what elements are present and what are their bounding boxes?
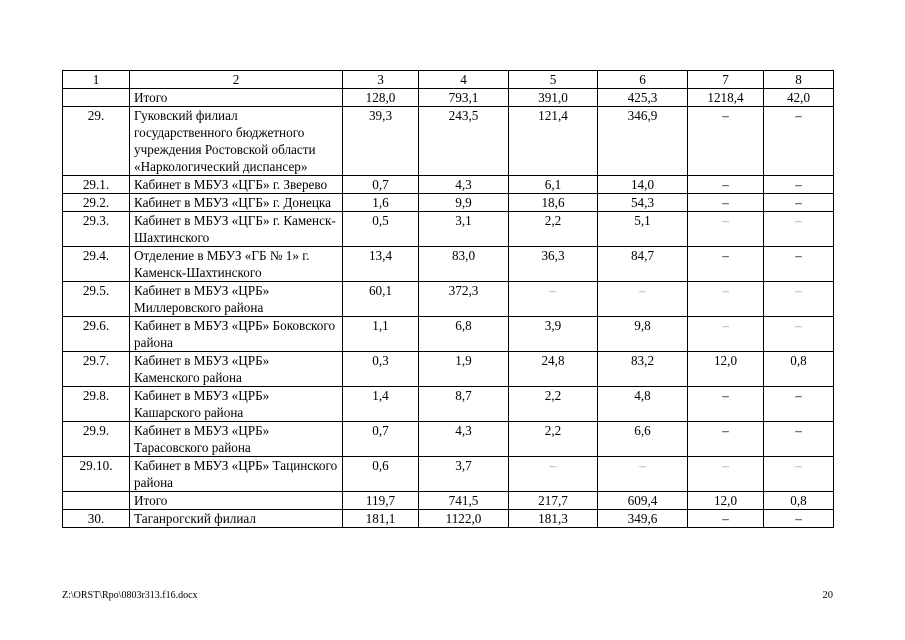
value-cell: – xyxy=(764,387,834,422)
value-cell: 1,4 xyxy=(343,387,419,422)
row-name-cell: Таганрогский филиал xyxy=(130,510,343,528)
value-cell: – xyxy=(764,212,834,247)
row-name-cell: Кабинет в МБУЗ «ЦРБ» Миллеровского района xyxy=(130,282,343,317)
value-cell: – xyxy=(688,317,764,352)
row-name-cell: Итого xyxy=(130,89,343,107)
value-cell: 4,3 xyxy=(419,176,509,194)
value-cell: – xyxy=(688,194,764,212)
value-cell: 1,9 xyxy=(419,352,509,387)
value-cell: – xyxy=(764,422,834,457)
row-name-cell: Кабинет в МБУЗ «ЦРБ» Кашарского района xyxy=(130,387,343,422)
value-cell: 2,2 xyxy=(509,387,598,422)
row-name-cell: Кабинет в МБУЗ «ЦРБ» Тацинского района xyxy=(130,457,343,492)
row-name-cell: Кабинет в МБУЗ «ЦГБ» г. Зверево xyxy=(130,176,343,194)
table-row xyxy=(63,212,834,247)
row-number-cell: 29.8. xyxy=(63,387,130,422)
row-number-cell: 29. xyxy=(63,107,130,176)
value-cell: 14,0 xyxy=(598,176,688,194)
column-header: 7 xyxy=(688,71,764,89)
table-row xyxy=(63,510,834,528)
row-name-cell: Кабинет в МБУЗ «ЦРБ» Тарасовского района xyxy=(130,422,343,457)
value-cell: 83,2 xyxy=(598,352,688,387)
value-cell: 24,8 xyxy=(509,352,598,387)
value-cell: 119,7 xyxy=(343,492,419,510)
value-cell: 3,1 xyxy=(419,212,509,247)
value-cell: 793,1 xyxy=(419,89,509,107)
value-cell: – xyxy=(764,176,834,194)
data-table xyxy=(62,70,834,528)
row-name-cell: Кабинет в МБУЗ «ЦГБ» г. Каменск-Шахтинского xyxy=(130,212,343,247)
value-cell: 2,2 xyxy=(509,212,598,247)
value-cell: 36,3 xyxy=(509,247,598,282)
row-number-cell xyxy=(63,89,130,107)
value-cell: – xyxy=(764,282,834,317)
value-cell: 84,7 xyxy=(598,247,688,282)
row-number-cell: 29.1. xyxy=(63,176,130,194)
value-cell: 346,9 xyxy=(598,107,688,176)
column-header: 4 xyxy=(419,71,509,89)
value-cell: 83,0 xyxy=(419,247,509,282)
table-row xyxy=(63,89,834,107)
column-header: 3 xyxy=(343,71,419,89)
value-cell: – xyxy=(764,317,834,352)
column-header: 2 xyxy=(130,71,343,89)
value-cell: 0,8 xyxy=(764,492,834,510)
table-row xyxy=(63,176,834,194)
value-cell: 39,3 xyxy=(343,107,419,176)
row-number-cell: 30. xyxy=(63,510,130,528)
value-cell: – xyxy=(764,510,834,528)
column-header: 5 xyxy=(509,71,598,89)
value-cell: 6,6 xyxy=(598,422,688,457)
value-cell: 3,9 xyxy=(509,317,598,352)
row-number-cell: 29.2. xyxy=(63,194,130,212)
value-cell: 181,3 xyxy=(509,510,598,528)
value-cell: 1122,0 xyxy=(419,510,509,528)
table-row xyxy=(63,457,834,492)
value-cell: – xyxy=(688,282,764,317)
table-row xyxy=(63,107,834,176)
value-cell: 9,9 xyxy=(419,194,509,212)
value-cell: 0,5 xyxy=(343,212,419,247)
value-cell: 0,7 xyxy=(343,422,419,457)
value-cell: 5,1 xyxy=(598,212,688,247)
value-cell: – xyxy=(688,176,764,194)
value-cell: 4,3 xyxy=(419,422,509,457)
row-name-cell: Кабинет в МБУЗ «ЦРБ» Боковского района xyxy=(130,317,343,352)
table-row xyxy=(63,422,834,457)
value-cell: – xyxy=(764,247,834,282)
value-cell: – xyxy=(688,107,764,176)
row-name-cell: Итого xyxy=(130,492,343,510)
value-cell: – xyxy=(688,510,764,528)
row-number-cell: 29.4. xyxy=(63,247,130,282)
row-name-cell: Отделение в МБУЗ «ГБ № 1» г. Каменск-Шахтинского xyxy=(130,247,343,282)
value-cell: 12,0 xyxy=(688,492,764,510)
value-cell: 3,7 xyxy=(419,457,509,492)
value-cell: 741,5 xyxy=(419,492,509,510)
value-cell: 128,0 xyxy=(343,89,419,107)
table-row xyxy=(63,194,834,212)
value-cell: 0,7 xyxy=(343,176,419,194)
value-cell: 18,6 xyxy=(509,194,598,212)
row-name-cell: Кабинет в МБУЗ «ЦГБ» г. Донецка xyxy=(130,194,343,212)
column-header: 1 xyxy=(63,71,130,89)
table-row xyxy=(63,387,834,422)
value-cell: 1218,4 xyxy=(688,89,764,107)
row-name-cell: Кабинет в МБУЗ «ЦРБ» Каменского района xyxy=(130,352,343,387)
value-cell: – xyxy=(764,107,834,176)
column-header: 6 xyxy=(598,71,688,89)
value-cell: 391,0 xyxy=(509,89,598,107)
value-cell: 6,1 xyxy=(509,176,598,194)
table-row xyxy=(63,492,834,510)
value-cell: 8,7 xyxy=(419,387,509,422)
value-cell: 349,6 xyxy=(598,510,688,528)
value-cell: 4,8 xyxy=(598,387,688,422)
value-cell: 1,1 xyxy=(343,317,419,352)
value-cell: – xyxy=(509,457,598,492)
value-cell: 60,1 xyxy=(343,282,419,317)
value-cell: 121,4 xyxy=(509,107,598,176)
table-header-row xyxy=(63,71,834,89)
value-cell: 425,3 xyxy=(598,89,688,107)
value-cell: 243,5 xyxy=(419,107,509,176)
value-cell: – xyxy=(764,457,834,492)
value-cell: 1,6 xyxy=(343,194,419,212)
value-cell: 372,3 xyxy=(419,282,509,317)
row-number-cell xyxy=(63,492,130,510)
value-cell: – xyxy=(688,457,764,492)
value-cell: – xyxy=(764,194,834,212)
row-name-cell: Гуковский филиал государственного бюджетного учреждения Ростовской области «Наркологический диспансер» xyxy=(130,107,343,176)
value-cell: 12,0 xyxy=(688,352,764,387)
footer-page-number: 20 xyxy=(822,590,833,601)
value-cell: 54,3 xyxy=(598,194,688,212)
row-number-cell: 29.9. xyxy=(63,422,130,457)
value-cell: 6,8 xyxy=(419,317,509,352)
row-number-cell: 29.6. xyxy=(63,317,130,352)
table-row xyxy=(63,247,834,282)
value-cell: 0,6 xyxy=(343,457,419,492)
value-cell: 13,4 xyxy=(343,247,419,282)
value-cell: 0,3 xyxy=(343,352,419,387)
table-row xyxy=(63,317,834,352)
value-cell: – xyxy=(688,387,764,422)
value-cell: – xyxy=(688,212,764,247)
value-cell: 181,1 xyxy=(343,510,419,528)
table-row xyxy=(63,282,834,317)
row-number-cell: 29.7. xyxy=(63,352,130,387)
table-body xyxy=(63,71,834,528)
value-cell: – xyxy=(509,282,598,317)
value-cell: 2,2 xyxy=(509,422,598,457)
value-cell: – xyxy=(598,282,688,317)
value-cell: – xyxy=(688,422,764,457)
value-cell: 42,0 xyxy=(764,89,834,107)
row-number-cell: 29.5. xyxy=(63,282,130,317)
value-cell: – xyxy=(688,247,764,282)
column-header: 8 xyxy=(764,71,834,89)
value-cell: 217,7 xyxy=(509,492,598,510)
footer-file-path: Z:\ORST\Rpo\0803r313.f16.docx xyxy=(62,590,198,601)
value-cell: 9,8 xyxy=(598,317,688,352)
value-cell: – xyxy=(598,457,688,492)
value-cell: 609,4 xyxy=(598,492,688,510)
row-number-cell: 29.3. xyxy=(63,212,130,247)
row-number-cell: 29.10. xyxy=(63,457,130,492)
value-cell: 0,8 xyxy=(764,352,834,387)
table-row xyxy=(63,352,834,387)
